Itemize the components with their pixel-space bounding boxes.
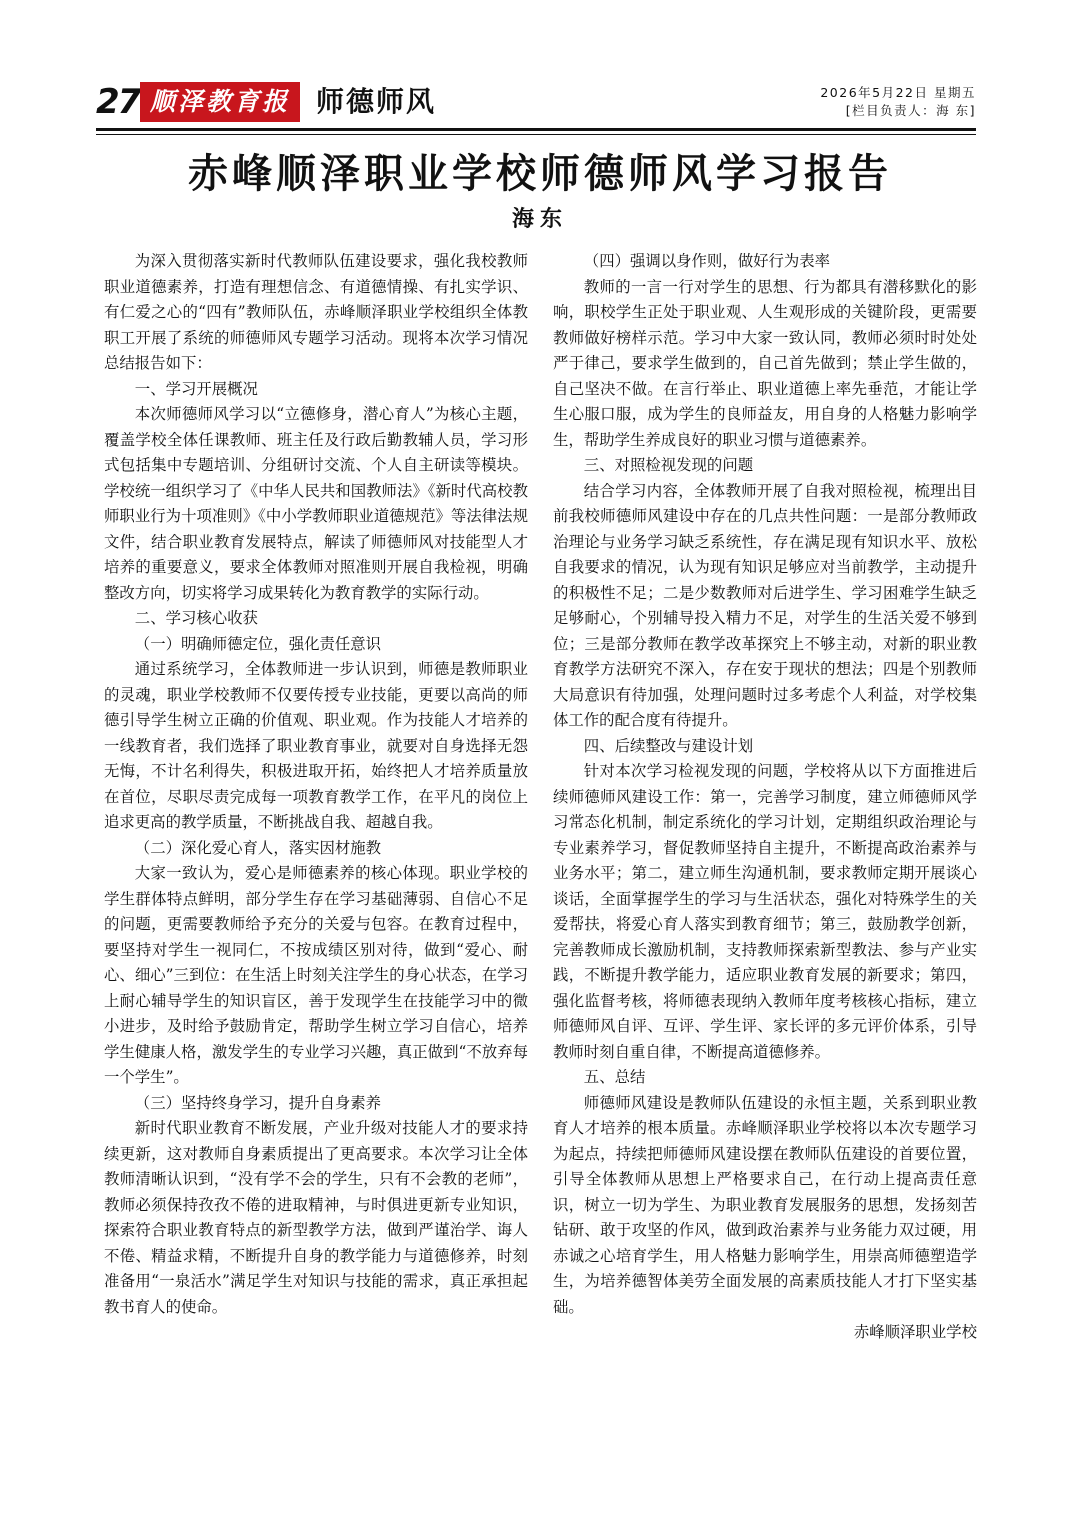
paragraph: 新时代职业教育不断发展，产业升级对技能人才的要求持续更新，这对教师自身素质提出了更高要求。本次学习让全体教师清晰认识到，“没有学不会的学生，只有不会教的老师”，教师必须保持孜孜不倦的进取精神，与时俱进更新专业知识，探索符合职业教育特点的新型教学方法，做到严谨治学、诲人不倦、精益求精，不断提升自身的教学能力与道德修养，时刻准备用“一泉活水”满足学生对知识与技能的需求，真正承担起教书育人的使命。 bbox=[104, 1119, 528, 1316]
signature: 赤峰顺泽职业学校 bbox=[853, 1323, 977, 1341]
section-heading: 四、后续整改与建设计划 bbox=[583, 736, 754, 755]
subsection-heading: （三）坚持终身学习，提升自身素养 bbox=[134, 1093, 382, 1112]
article-column-right bbox=[553, 249, 977, 1346]
paragraph: 大家一致认为，爱心是师德素养的核心体现。职业学校的学生群体特点鲜明，部分学生存在学习基础薄弱、自信心不足的问题，更需要教师给予充分的关爱与包容。在教育过程中，要坚持对学生一视同仁，不按成绩区别对待，做到“爱心、耐心、细心”三到位：在生活上时刻关注学生的身心状态，在学习上耐心辅导学生的知识盲区，善于发现学生在技能学习中的微小进步，及时给予鼓励肯定，帮助学生树立学习自信心，培养学生健康人格，激发学生的专业学习兴趣，真正做到“不放弃每一个学生”。 bbox=[104, 864, 528, 1086]
paragraph: 结合学习内容，全体教师开展了自我对照检视，梳理出目前我校师德师风建设中存在的几点共性问题：一是部分教师政治理论与业务学习缺乏系统性，存在满足现有知识水平、放松自我要求的情况，认为现有知识足够应对当前教学，主动提升的积极性不足；二是少数教师对后进学生、学习困难学生缺乏足够耐心，个别辅导投入精力不足，对学生的生活关爱不够到位；三是部分教师在教学改革探究上不够主动，对新的职业教育教学方法研究不深入，存在安于现状的想法；四是个别教师大局意识有待加强，处理问题时过多考虑个人利益，对学校集体工作的配合度有待提升。 bbox=[553, 481, 977, 729]
subsection-heading: （二）深化爱心育人，落实因材施教 bbox=[134, 838, 382, 857]
paragraph: 针对本次学习检视发现的问题，学校将从以下方面推进后续师德师风建设工作：第一，完善学习制度，建立师德师风学习常态化机制，制定系统化的学习计划，定期组织政治理论与专业素养学习，督促教师坚持自主提升，不断提高政治素养与业务水平；第二，建立师生沟通机制，要求教师定期开展谈心谈话，全面掌握学生的学习与生活状态，强化对特殊学生的关爱帮扶，将爱心育人落实到教育细节；第三，鼓励教学创新，完善教师成长激励机制，支持教师探索新型教法、参与产业实践，不断提升教学能力，适应职业教育发展的新要求；第四，强化监督考核，将师德表现纳入教师年度考核核心指标，建立师德师风自评、互评、学生评、家长评的多元评价体系，引导教师时刻自重自律，不断提高道德修养。 bbox=[553, 762, 977, 1061]
section-heading: 一、学习开展概况 bbox=[134, 379, 258, 398]
issue-date: 2026年5月22日 星期五 bbox=[820, 85, 976, 100]
paragraph: 通过系统学习，全体教师进一步认识到，师德是教师职业的灵魂，职业学校教师不仅要传授专业技能，更要以高尚的师德引导学生树立正确的价值观、职业观。作为技能人才培养的一线教育者，我们选择了职业教育事业，就要对自身选择无怨无悔，不计名利得失，积极进取开拓，始终把人才培养质量放在首位，尽职尽责完成每一项教育教学工作，在平凡的岗位上追求更高的教学质量，不断挑战自我、超越自我。 bbox=[104, 660, 528, 831]
paragraph: 教师的一言一行对学生的思想、行为都具有潜移默化的影响，职校学生正处于职业观、人生观形成的关键阶段，更需要教师做好榜样示范。学习中大家一致认同，教师必须时时处处严于律己，要求学生做到的，自己首先做到；禁止学生做的，自己坚决不做。在言行举止、职业道德上率先垂范，才能让学生心服口服，成为学生的良师益友，用自身的人格魅力影响学生，帮助学生养成良好的职业习惯与道德素养。 bbox=[553, 277, 977, 449]
article-column-left bbox=[104, 249, 528, 1320]
subsection-heading: （四）强调以身作则，做好行为表率 bbox=[583, 252, 831, 270]
header-rule-thin bbox=[96, 134, 976, 135]
section-heading: 五、总结 bbox=[583, 1068, 646, 1086]
header-info bbox=[820, 84, 976, 120]
newspaper-logo: 顺泽教育报 bbox=[140, 82, 300, 122]
section-heading: 二、学习核心收获 bbox=[134, 609, 258, 627]
section-heading: 三、对照检视发现的问题 bbox=[583, 456, 754, 474]
paragraph: 为深入贯彻落实新时代教师队伍建设要求，强化我校教师职业道德素养，打造有理想信念、有道德情操、有扎实学识、有仁爱之心的“四有”教师队伍，赤峰顺泽职业学校组织全体教职工开展了系统的师德师风专题学习活动。现将本次学习情况总结报告如下： bbox=[104, 252, 528, 372]
paragraph: 本次师德师风学习以“立德修身，潜心育人”为核心主题，覆盖学校全体任课教师、班主任及行政后勤教辅人员，学习形式包括集中专题培训、分组研讨交流、个人自主研读等模块。学校统一组织学习了《中华人民共和国教师法》《新时代高校教师职业行为十项准则》《中小学教师职业道德规范》等法律法规文件，结合职业教育发展特点，解读了师德师风对技能型人才培养的重要意义，要求全体教师对照准则开展自我检视，明确整改方向，切实将学习成果转化为教育教学的实际行动。 bbox=[104, 405, 528, 602]
subsection-heading: （一）明确师德定位，强化责任意识 bbox=[134, 634, 382, 653]
page-number: 27 bbox=[96, 82, 140, 122]
masthead bbox=[96, 80, 976, 130]
column-editor: [栏目负责人：海 东] bbox=[845, 103, 976, 118]
paragraph: 师德师风建设是教师队伍建设的永恒主题，关系到职业教育人才培养的根本质量。赤峰顺泽职业学校将以本次专题学习为起点，持续把师德师风建设摆在教师队伍建设的首要位置，引导全体教师从思想上严格要求自己，在行动上提高责任意识，树立一切为学生、为职业教育发展服务的思想，发扬刻苦钻研、敢于攻坚的作风，做到政治素养与业务能力双过硬，用赤诚之心培育学生，用人格魅力影响学生，用崇高师德塑造学生，为培养德智体美劳全面发展的高素质技能人才打下坚实基础。 bbox=[553, 1093, 977, 1316]
header-rule-thick bbox=[96, 128, 976, 131]
section-title: 师德师风 bbox=[316, 85, 437, 118]
article-title: 赤峰顺泽职业学校师德师风学习报告 bbox=[188, 151, 892, 197]
article-author: 海东 bbox=[511, 207, 568, 232]
